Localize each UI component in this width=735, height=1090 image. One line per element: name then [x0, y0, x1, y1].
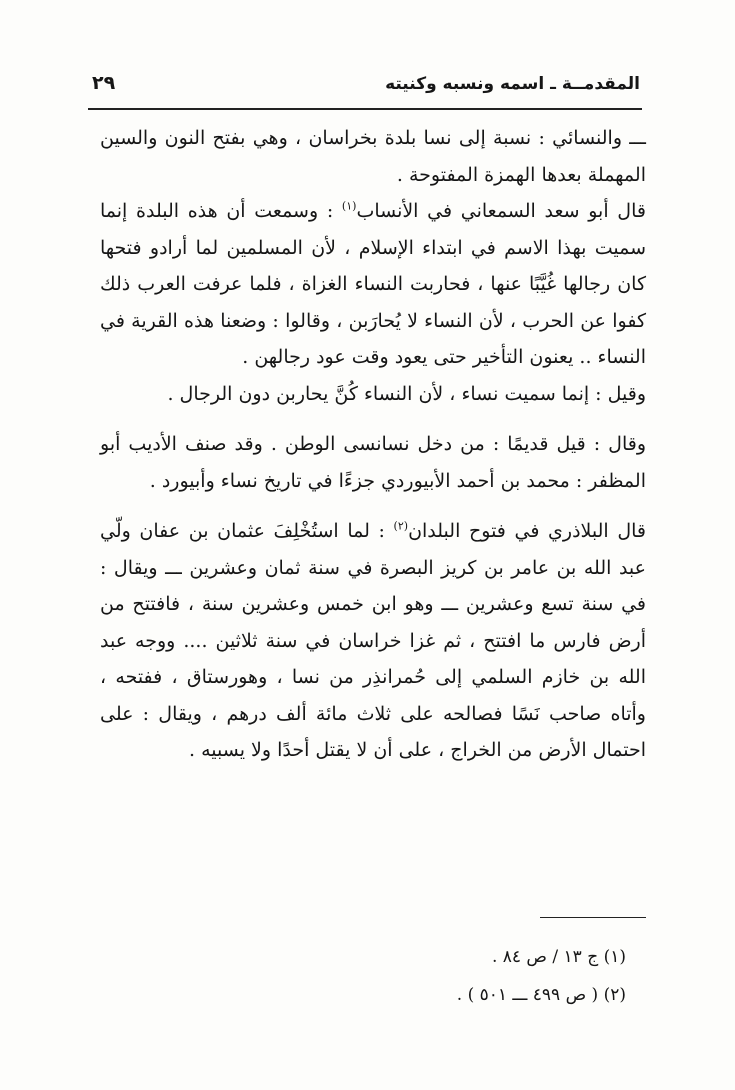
main-text: [100, 120, 646, 769]
paragraph-text: : وسمعت أن هذه البلدة إنما سميت بهذا الاسم في ابتداء الإسلام ، لأن المسلمين لما أرادو فتحها كان رجالها غُيَّبًا عنها ، فحاربت النساء الغزاة ، فلما عرفت العرب ذلك كفوا عن الحرب ، لأن النساء لا يُحارَبن ، وقالوا : وضعنا هذه القرية في النساء .. يعنون التأخير حتى يعود وقت عود رجالهن .: [100, 200, 646, 368]
page-header: [92, 72, 640, 106]
footnote-ref-1: (١): [341, 199, 357, 213]
page-number: ٢٩: [92, 72, 116, 94]
paragraph-other-view: وقيل : إنما سميت نساء ، لأن النساء كُنَّ يحاربن دون الرجال .: [167, 382, 646, 405]
running-title: المقدمــة ـ اسمه ونسبه وكنيته: [385, 74, 640, 94]
header-divider: [88, 108, 642, 110]
footnote-divider: [540, 917, 646, 918]
paragraph-text: قال البلاذري في فتوح البلدان: [408, 520, 647, 542]
footnote-1: (١) ج ١٣ / ص ٨٤ .: [491, 947, 626, 967]
paragraph-samani-quote: [100, 193, 646, 376]
footnote-ref-2: (٢): [393, 519, 409, 533]
footnotes: [100, 938, 626, 1014]
paragraph-text: : لما استُخْلِفَ عثمان بن عفان ولّي عبد الله بن عامر بن كريز البصرة في سنة ثمان وعشرين ـــ ويقال : في سنة تسع وعشرين ـــ وهو ابن خمس وعشرين سنة ، فافتتح من أرض فارس ما افتتح ، ثم غزا خراسان في سنة ثلاثين .... ووجه عبد الله بن خازم السلمي إلى حُمرانذِر من نسا ، وهورستاق ، ففتحه ، وأتاه صاحب نَسًا فصالحه على ثلاث مائة ألف درهم ، ويقال : على احتمال الأرض من الخراج ، على أن لا يقتل أحدًا ولا يسبيه .: [100, 520, 646, 761]
footnote-2: (٢) ( ص ٤٩٩ ـــ ٥٠١ ) .: [456, 985, 626, 1005]
paragraph-abiwardi: وقال : قيل قديمًا : من دخل نسانسى الوطن . وقد صنف الأديب أبو المظفر : محمد بن أحمد الأبيوردي جزءًا في تاريخ نساء وأبيورد .: [100, 433, 646, 492]
paragraph-nasai-definition: ـــ والنسائي : نسبة إلى نسا بلدة بخراسان ، وهي بفتح النون والسين المهملة بعدها الهمزة المفتوحة .: [100, 127, 646, 186]
paragraph-baladhuri-quote: [100, 513, 646, 769]
paragraph-text: قال أبو سعد السمعاني في الأنساب: [356, 200, 646, 222]
